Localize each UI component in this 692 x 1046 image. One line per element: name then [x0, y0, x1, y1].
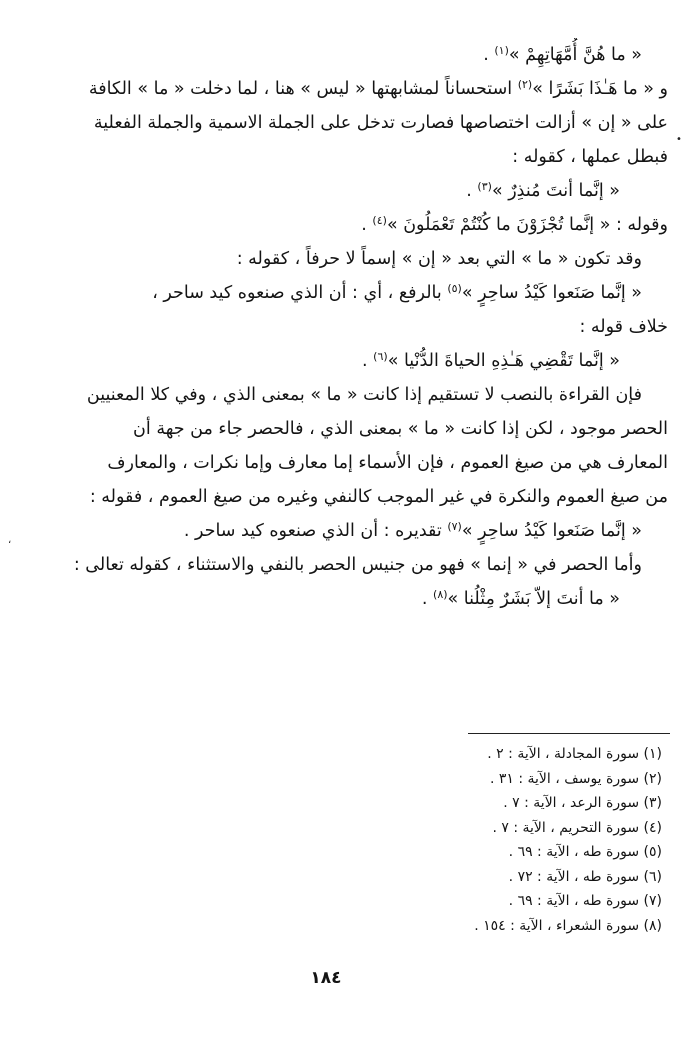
text-line-2: و « ما هَـٰذَا بَشَرًا »$^{(٢)}$ استحساناً لمشابهتها « ليس » هنا ، لما دخلت « ما » الكافة [88, 77, 668, 99]
footnotes [300, 742, 662, 938]
footnote-7: (٧) سورة طه ، الآية : ٦٩ . [508, 893, 662, 909]
text-line-11: فإن القراءة بالنصب لا تستقيم إذا كانت « ما » بمعنى الذي ، وفي كلا المعنيين [86, 385, 642, 405]
quran-quote: « ما أنتَ إلاّ بَشَرٌ مِثْلُنا » [447, 589, 620, 609]
margin-mark: ، [8, 535, 12, 546]
footnote-marker: (٤) [372, 213, 387, 227]
text-line-10: « إنَّما تَقْضِي هَـٰذِهِ الحياةَ الدُّنْيا »$^{(٦)}$ . [362, 349, 620, 371]
footnote-marker: (٨) [433, 587, 448, 601]
text-line-9: خلاف قوله : [579, 317, 668, 337]
text-line-3: على « إن » أزالت اختصاصها فصارت تدخل على الجملة الاسمية والجملة الفعلية [93, 113, 668, 133]
footnote-marker: (٦) [373, 349, 388, 363]
page-number: ١٨٤ [310, 968, 342, 988]
footnote-6: (٦) سورة طه ، الآية : ٧٢ . [508, 868, 662, 885]
text-line-6: وقوله : « إنَّما تُجْزَوْنَ ما كُنْتُمْ تَعْمَلُونَ »$^{(٤)}$ . [361, 213, 668, 235]
footnote-8: (٨) سورة الشعراء ، الآية : ١٥٤ . [474, 917, 662, 934]
quran-quote: « ما هُنَّ أُمَّهَاتِهِمْ » [508, 45, 642, 65]
text-line-13: المعارف هي من صيغ العموم ، فإن الأسماء إما معارف وإما نكرات ، والمعارف [107, 453, 668, 473]
main-text [48, 38, 668, 616]
margin-mark: • [676, 134, 682, 145]
text-line-12: الحصر موجود ، لكن إذا كانت « ما » بمعنى الذي ، فالحصر جاء من جهة أن [133, 419, 668, 439]
footnote-marker: (٢) [517, 77, 533, 91]
text-line-7: وقد تكون « ما » التي بعد « إن » إسماً لا حرفاً ، كقوله : [236, 249, 642, 269]
footnote-3: (٣) سورة الرعد ، الآية : ٧ . [503, 795, 662, 811]
footnote-5: (٥) سورة طه ، الآية : ٦٩ . [508, 844, 662, 860]
footnote-1: (١) سورة المجادلة ، الآية : ٢ . [487, 746, 662, 762]
text-line-17: « ما أنتَ إلاّ بَشَرٌ مِثْلُنا »$^{(٨)}$ . [421, 587, 620, 609]
text-line-1: « ما هُنَّ أُمَّهَاتِهِمْ »$^{(١)}$ . [483, 43, 642, 65]
quran-quote: « إنَّما أنتَ مُنذِرٌ » [491, 181, 620, 201]
footnote-divider [468, 733, 670, 734]
footnote-4: (٤) سورة التحريم ، الآية : ٧ . [492, 819, 662, 836]
text-line-14: من صيغ العموم والنكرة في غير الموجب كالنفي وغيره من صيغ العموم ، فقوله : [89, 487, 668, 507]
footnote-marker: (٣) [477, 179, 492, 193]
quran-quote: و « ما هَـٰذَا بَشَرًا » [532, 79, 668, 99]
text-line-4: فبطل عملها ، كقوله : [512, 147, 668, 167]
text-line-5: « إنَّما أنتَ مُنذِرٌ »$^{(٣)}$ . [466, 179, 620, 201]
footnote-marker: (١) [494, 43, 509, 57]
footnote-marker: (٥) [447, 281, 462, 295]
quran-quote: « إنَّما صَنَعوا كَيْدُ ساحِرٍ » [461, 521, 642, 541]
text-line-15: « إنَّما صَنَعوا كَيْدُ ساحِرٍ »$^{(٧)}$ تقديره : أن الذي صنعوه كيد ساحر . [183, 519, 642, 541]
text-line-16: وأما الحصر في « إنما » فهو من جنيس الحصر بالنفي والاستثناء ، كقوله تعالى : [73, 555, 642, 575]
quran-quote: « إنَّما صَنَعوا كَيْدُ ساحِرٍ » [461, 283, 642, 303]
text-line-8: « إنَّما صَنَعوا كَيْدُ ساحِرٍ »$^{(٥)}$ بالرفع ، أي : أن الذي صنعوه كيد ساحر ، [152, 281, 642, 303]
footnote-2: (٢) سورة يوسف ، الآية : ٣١ . [489, 770, 662, 787]
quran-quote: « إنَّما تَقْضِي هَـٰذِهِ الحياةَ الدُّنْيا » [387, 351, 620, 371]
footnote-marker: (٧) [447, 519, 462, 533]
